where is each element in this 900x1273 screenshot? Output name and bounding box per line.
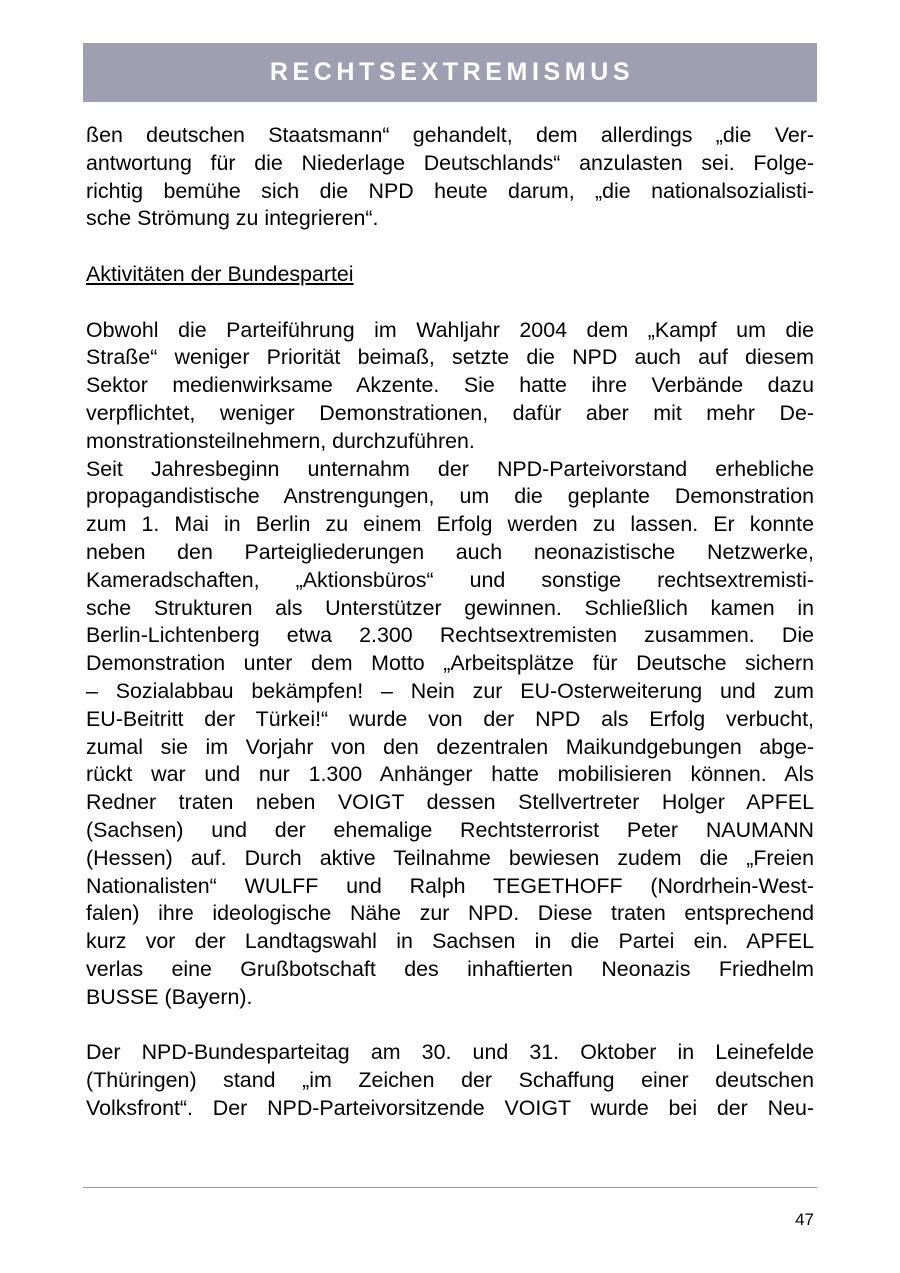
text-line: zumal sie im Vorjahr von den dezentralen Maikundgebungen abge- [86,734,814,759]
text-line: Obwohl die Parteiführung im Wahljahr 2004 dem „Kampf um die [86,317,814,342]
paragraph-3 [86,456,814,1012]
paragraph-spacer [86,289,814,317]
page-number: 47 [795,1210,814,1229]
text-line: verlas eine Grußbotschaft des inhaftierten Neonazis Friedhelm [86,956,814,981]
document-body [86,122,814,1123]
text-line: Sektor medienwirksame Akzente. Sie hatte ihre Verbände dazu [86,373,814,398]
text-line: Berlin-Lichtenberg etwa 2.300 Rechtsextremisten zusammen. Die [86,623,814,648]
text-line: Volksfront“. Der NPD-Parteivorsitzende VOIGT wurde bei der Neu- [86,1095,814,1120]
text-line: (Hessen) auf. Durch aktive Teilnahme bewiesen zudem die „Freien [86,845,814,870]
section-header-band [83,43,817,102]
text-line: sche Strömung zu integrieren“. [86,206,379,231]
text-line: sche Strukturen als Unterstützer gewinnen. Schließlich kamen in [86,595,814,620]
text-line: neben den Parteigliederungen auch neonazistische Netzwerke, [86,539,814,564]
text-line: Redner traten neben VOIGT dessen Stellvertreter Holger APFEL [86,790,814,815]
section-title: RECHTSEXTREMISMUS [269,58,635,86]
text-line: antwortung für die Niederlage Deutschlands“ anzulasten sei. Folge- [86,150,814,175]
text-line: BUSSE (Bayern). [86,984,253,1009]
text-line: Kameradschaften, „Aktionsbüros“ und sonstige rechtsextremisti- [86,567,814,592]
text-line: monstrationsteilnehmern, durchzuführen. [86,428,475,453]
paragraph-1 [86,122,814,233]
paragraph-spacer [86,1012,814,1040]
text-line: ßen deutschen Staatsmann“ gehandelt, dem allerdings „die Ver- [86,123,814,147]
text-line: zum 1. Mai in Berlin zu einem Erfolg werden zu lassen. Er konnte [86,512,814,537]
text-line: (Thüringen) stand „im Zeichen der Schaffung einer deutschen [86,1068,814,1093]
text-line: Seit Jahresbeginn unternahm der NPD-Parteivorstand erhebliche [86,456,814,481]
paragraph-4 [86,1039,814,1122]
text-line: kurz vor der Landtagswahl in Sachsen in die Partei ein. APFEL [86,929,814,954]
section-subheading: Aktivitäten der Bundespartei [86,261,354,286]
text-line: Straße“ weniger Priorität beimaß, setzte die NPD auch auf diesem [86,345,814,370]
text-line: richtig bemühe sich die NPD heute darum, „die nationalsozialisti- [86,178,814,203]
text-line: falen) ihre ideologische Nähe zur NPD. Diese traten entsprechend [86,901,814,926]
text-line: verpflichtet, weniger Demonstrationen, dafür aber mit mehr De- [86,400,814,425]
text-line: Nationalisten“ WULFF und Ralph TEGETHOFF (Nordrhein-West- [86,873,814,898]
text-line: – Sozialabbau bekämpfen! – Nein zur EU-Osterweiterung und zum [86,678,814,703]
text-line: rückt war und nur 1.300 Anhänger hatte mobilisieren können. Als [86,762,814,787]
footer-divider [83,1187,817,1188]
text-line: (Sachsen) und der ehemalige Rechtsterrorist Peter NAUMANN [86,817,814,842]
text-line: propagandistische Anstrengungen, um die geplante Demonstration [86,484,814,509]
paragraph-2 [86,317,814,456]
text-line: Demonstration unter dem Motto „Arbeitsplätze für Deutsche sichern [86,651,814,676]
text-line: Der NPD-Bundesparteitag am 30. und 31. Oktober in Leinefelde [86,1040,814,1065]
text-line: EU-Beitritt der Türkei!“ wurde von der NPD als Erfolg verbucht, [86,706,814,731]
paragraph-spacer [86,233,814,261]
